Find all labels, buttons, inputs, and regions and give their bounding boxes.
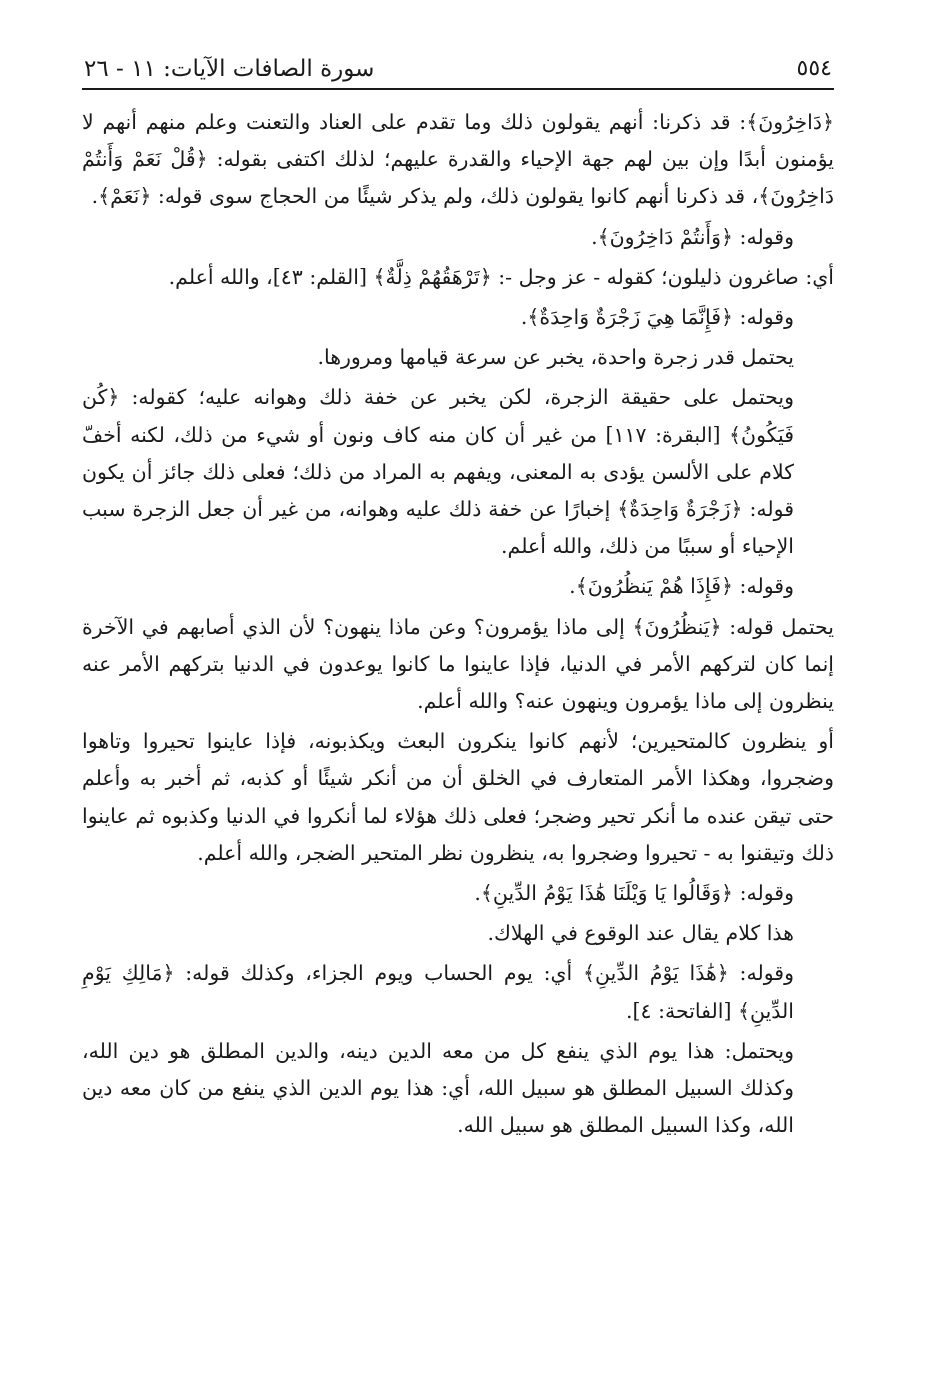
paragraph: هذا كلام يقال عند الوقوع في الهلاك. [487,921,794,946]
paragraph: وقوله: ﴿وَقَالُوا يَا وَيْلَنَا هَٰذَا يَوْمُ الدِّينِ﴾. [474,881,794,906]
paragraph: ﴿دَاخِرُونَ﴾: قد ذكرنا: أنهم يقولون ذلك وما تقدم على العناد والتعنت وعلم منهم أنهم لا يؤمنون أبدًا وإن بين لهم جهة الإحياء والقدرة عليهم؛ لذلك اكتفى بقوله: ﴿قُلْ نَعَمْ وَأَنتُمْ دَاخِرُونَ﴾، قد ذكرنا أنهم كانوا يقولون ذلك، ولم يذكر شيئًا من الحجاج سوى قوله: ﴿نَعَمْ﴾. [82,110,834,209]
running-header [82,50,834,90]
paragraph: يحتمل قدر زجرة واحدة، يخبر عن سرعة قيامها ومرورها. [317,345,794,370]
paragraph: وقوله: ﴿فَإِنَّمَا هِيَ زَجْرَةٌ وَاحِدَةٌ﴾. [520,305,794,330]
running-title: سورة الصافات الآيات: ١١ - ٢٦ [84,56,375,82]
body-text [82,104,834,1144]
paragraph: أي: صاغرون ذليلون؛ كقوله - عز وجل -: ﴿تَرْهَقُهُمْ ذِلَّةٌ﴾ [القلم: ٤٣]، والله أعلم. [168,264,834,289]
paragraph: ويحتمل على حقيقة الزجرة، لكن يخبر عن خفة ذلك وهوانه عليه؛ كقوله: ﴿كُن فَيَكُونُ﴾ [البقرة: ١١٧] من غير أن كان منه كاف ونون أو شيء من ذلك، لكنه أخفّ كلام على الألسن يؤدى به المعنى، ويفهم به المراد من ذلك؛ فعلى ذلك جائز أن يكون قوله: ﴿زَجْرَةٌ وَاحِدَةٌ﴾ إخبارًا عن خفة ذلك عليه وهوانه، من غير أن جعل الزجرة سبب الإحياء أو سببًا من ذلك، والله أعلم. [82,385,794,559]
paragraph: أو ينظرون كالمتحيرين؛ لأنهم كانوا ينكرون البعث ويكذبونه، فإذا عاينوا تحيروا وتاهوا وضجروا، وهكذا الأمر المتعارف في الخلق أن من أنكر شيئًا أو كذبه، ثم أخبر به وأعلم حتى تيقن عنده ما أنكر تحير وضجر؛ فعلى ذلك هؤلاء لما أنكروا في الدنيا وكذبوه ثم عاينوا ذلك وتيقنوا به - تحيروا وضجروا به، ينظرون نظر المتحير الضجر، والله أعلم. [82,729,834,865]
book-page [82,50,834,1147]
paragraph: يحتمل قوله: ﴿يَنظُرُونَ﴾ إلى ماذا يؤمرون؟ وعن ماذا ينهون؟ لأن الذي أصابهم في الآخرة إنما كان لتركهم الأمر في الدنيا، فإذا عاينوا ما كانوا يوعدون في الدنيا بتركهم الأمر عنه ينظرون إلى ماذا يؤمرون وينهون عنه؟ والله أعلم. [82,614,835,714]
page-number: ٥٥٤ [796,56,832,81]
paragraph: وقوله: ﴿وَأَنتُمْ دَاخِرُونَ﴾. [591,224,794,249]
paragraph: ويحتمل: هذا يوم الذي ينفع كل من معه الدين دينه، والدين المطلق هو دين الله، وكذلك السبيل المطلق هو سبيل الله، أي: هذا يوم الدين الذي ينفع من كان معه دين الله، وكذا السبيل المطلق هو سبيل الله. [82,1038,794,1138]
paragraph: وقوله: ﴿فَإِذَا هُمْ يَنظُرُونَ﴾. [569,574,794,599]
paragraph: وقوله: ﴿هَٰذَا يَوْمُ الدِّينِ﴾ أي: يوم الحساب ويوم الجزاء، وكذلك قوله: ﴿مَالِكِ يَوْمِ الدِّينِ﴾ [الفاتحة: ٤]. [82,961,794,1023]
